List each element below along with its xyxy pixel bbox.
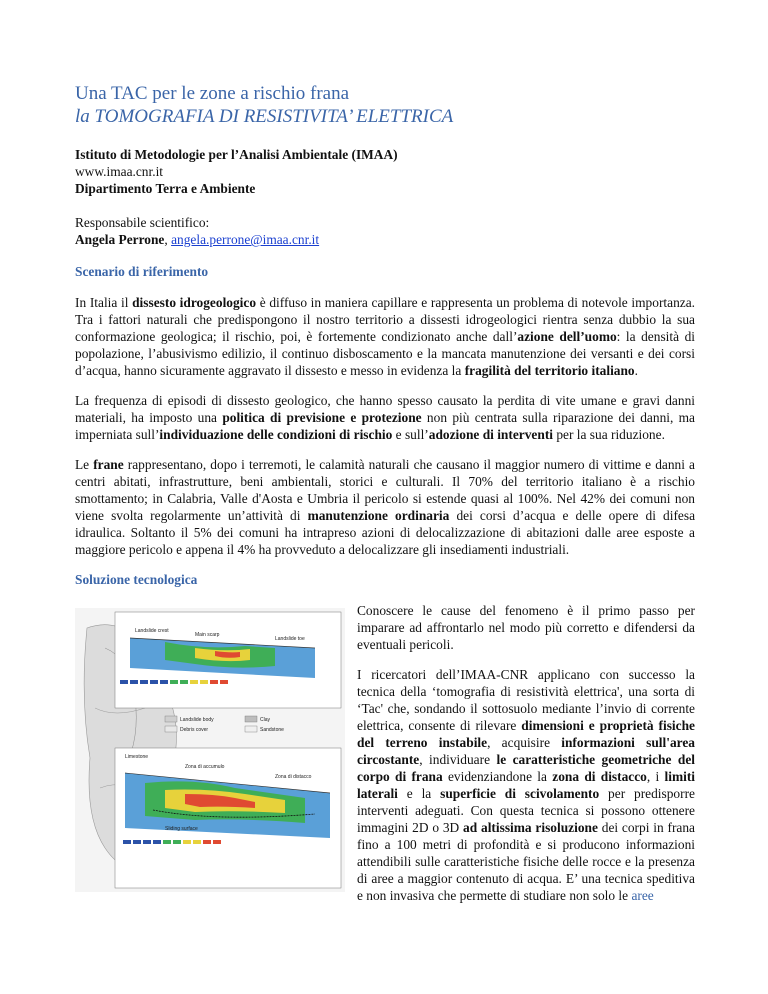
fig-label-sliding: Sliding surface (165, 826, 198, 832)
responsible-name: Angela Perrone (75, 232, 165, 247)
ert-figure (75, 608, 345, 892)
ert-figure-graphic (75, 608, 345, 892)
responsible-label: Responsabile scientifico: (75, 215, 210, 230)
fig-label-limestone: Limestone (125, 754, 149, 760)
responsible-email-link[interactable]: angela.perrone@imaa.cnr.it (171, 232, 320, 247)
solution-paragraph-1: Conoscere le cause del fenomeno è il primo passo per imparare ad affrontarlo nel modo più corretto e difendersi da eventuali pericoli. (357, 603, 695, 652)
scenario-paragraph-3: Le frane rappresentano, dopo i terremoti, le calamità naturali che causano il maggior numero di vittime e danni a centri abitati, infrastrutture, beni ambientali, storici e culturali. Il 70% del territorio italiano è a rischio smottamento; in Calabria, Valle d'Aosta e Umbria il pericolo si estende quasi al 100%. Nel 42% dei comuni non viene svolta regolarmente un’attività di manutenzione ordinaria dei corsi d’acqua e delle opere di difesa idraulica. Soltanto il 5% dei comuni ha intrapreso azioni di delocalizzazione di abitazioni dalle aree esposte a maggiore pericolo e appena il 4% ha provveduto a delocalizzare gli insediamenti industriali. (75, 457, 696, 557)
document-subtitle: la TOMOGRAFIA DI RESISTIVITA’ ELETTRICA (75, 106, 454, 127)
fig-label-sandstone: Sandstone (260, 727, 284, 733)
fig-label-scarp: Main scarp (195, 632, 220, 638)
section-heading-solution: Soluzione tecnologica (75, 572, 198, 587)
document-title: Una TAC per le zone a rischio frana (75, 83, 350, 104)
fig-label-clay: Clay (260, 717, 271, 723)
department-name: Dipartimento Terra e Ambiente (75, 181, 256, 196)
responsible-separator: , (164, 232, 168, 247)
fig-label-accumulo: Zona di accumulo (185, 764, 225, 770)
institute-name: Istituto di Metodologie per l’Analisi Ambientale (IMAA) (75, 147, 398, 162)
scenario-paragraph-1: In Italia il dissesto idrogeologico è diffuso in maniera capillare e rappresenta un problema di notevole importanza. Tra i fattori naturali che predispongono il nostro territorio a dissesti idrogeologici rientra senza dubbio la sua conformazione geologica; il rischio, poi, è fortemente condizionato anche dall’azione dell’uomo: la densità di popolazione, l’abusivismo edilizio, il continuo disboscamento e la mancata manutenzione dei versanti e dei corsi d’acqua, hanno sicuramente aggravato il dissesto e messo in evidenza la fragilità del territorio italiano. (75, 295, 695, 378)
section-heading-scenario: Scenario di riferimento (75, 264, 209, 279)
fig-label-debris: Debris cover (180, 727, 209, 733)
document-page (75, 82, 695, 917)
fig-label-toe: Landslide toe (275, 636, 305, 642)
responsible-line (75, 231, 695, 248)
fig-label-body: Landslide body (180, 717, 214, 723)
solution-paragraph-2: I ricercatori dell’IMAA-CNR applicano con successo la tecnica della ‘tomografia di resistività elettrica', una sorta di ‘Tac' che, sondando il sottosuolo mediante l’invio di corrente elettrica, consente di rilevare dimensioni e proprietà fisiche del terreno instabile, acquisire informazioni sull'area circostante, individuare le caratteristiche geometriche del corpo di frana evidenziandone la zona di distacco, i limiti laterali e la superficie di scivolamento per predisporre interventi adeguati. Con questa tecnica si possono ottenere immagini 2D o 3D ad altissima risoluzione dei corpi in frana fino a 100 metri di profondità e si producono informazioni attendibili sulle caratteristiche fisiche delle rocce e la presenza di aree a maggior contenuto di acqua. E’ una tecnica speditiva e non invasiva che permette di studiare non solo le aree (357, 667, 696, 903)
fig-label-crest: Landslide crest (135, 628, 169, 634)
fig-label-distacco: Zona di distacco (275, 774, 312, 780)
scenario-paragraph-2: La frequenza di episodi di dissesto geologico, che hanno spesso causato la perdita di vite umane e gravi danni materiali, ha imposto una politica di previsione e protezione non più centrata sulla riparazione dei danni, ma imperniata sull’individuazione delle condizioni di rischio e sull’adozione di interventi per la sua riduzione. (75, 393, 695, 442)
institute-website: www.imaa.cnr.it (75, 164, 164, 179)
